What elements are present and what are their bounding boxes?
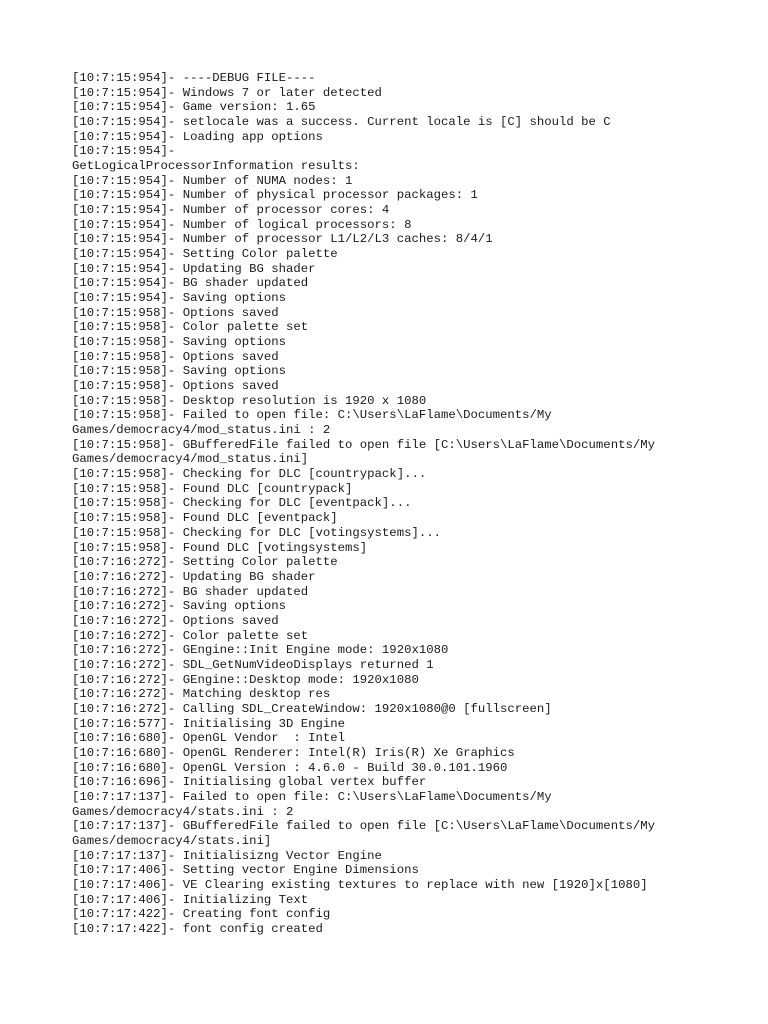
- log-line: [10:7:16:272]- Options saved: [72, 613, 279, 628]
- log-line: [10:7:15:958]- Options saved: [72, 349, 279, 364]
- log-line: [10:7:15:954]- Windows 7 or later detected: [72, 85, 382, 100]
- log-line: [10:7:16:272]- Setting Color palette: [72, 555, 338, 570]
- log-line: [10:7:16:680]- OpenGL Vendor : Intel: [72, 731, 346, 746]
- log-line: [10:7:17:137]- Failed to open file: C:\Users\LaFlame\Documents/My: [72, 789, 552, 804]
- log-line: [10:7:15:954]- Number of NUMA nodes: 1: [72, 173, 353, 188]
- log-line: [10:7:17:137]- GBufferedFile failed to open file [C:\Users\LaFlame\Documents/My: [72, 819, 655, 834]
- log-line: [10:7:15:958]- Saving options: [72, 364, 287, 379]
- log-line: [10:7:15:954]- Setting Color palette: [72, 247, 338, 262]
- log-line: [10:7:16:272]- BG shader updated: [72, 584, 309, 599]
- log-line: [10:7:17:422]- font config created: [72, 921, 323, 936]
- log-line: Games/democracy4/mod_status.ini]: [72, 452, 309, 467]
- log-line: [10:7:16:272]- GEngine::Init Engine mode: 1920x1080: [72, 643, 449, 658]
- log-line: [10:7:16:272]- Updating BG shader: [72, 569, 316, 584]
- log-line: [10:7:15:954]- Number of logical processors: 8: [72, 217, 412, 232]
- log-line: [10:7:15:958]- Checking for DLC [countrypack]...: [72, 467, 427, 482]
- log-line: GetLogicalProcessorInformation results:: [72, 159, 360, 174]
- log-line: [10:7:15:958]- Failed to open file: C:\Users\LaFlame\Documents/My: [72, 408, 552, 423]
- log-line: [10:7:16:696]- Initialising global vertex buffer: [72, 775, 427, 790]
- log-line: Games/democracy4/stats.ini : 2: [72, 804, 294, 819]
- log-line: [10:7:16:272]- Matching desktop res: [72, 687, 331, 702]
- log-line: [10:7:15:954]- Saving options: [72, 291, 287, 306]
- log-line: [10:7:15:954]- BG shader updated: [72, 276, 309, 291]
- log-line: [10:7:16:680]- OpenGL Version : 4.6.0 - Build 30.0.101.1960: [72, 760, 508, 775]
- log-line: [10:7:16:272]- GEngine::Desktop mode: 1920x1080: [72, 672, 419, 687]
- log-line: [10:7:16:577]- Initialising 3D Engine: [72, 716, 346, 731]
- log-line: [10:7:15:958]- Found DLC [eventpack]: [72, 511, 338, 526]
- log-line: [10:7:15:958]- Found DLC [countrypack]: [72, 481, 353, 496]
- log-line: [10:7:15:958]- Desktop resolution is 1920 x 1080: [72, 393, 427, 408]
- log-line: [10:7:15:954]- Number of processor L1/L2/L3 caches: 8/4/1: [72, 232, 493, 247]
- log-line: [10:7:16:272]- SDL_GetNumVideoDisplays returned 1: [72, 657, 434, 672]
- log-line: [10:7:15:958]- Found DLC [votingsystems]: [72, 540, 368, 555]
- log-line: [10:7:16:680]- OpenGL Renderer: Intel(R) Iris(R) Xe Graphics: [72, 745, 515, 760]
- log-line: [10:7:16:272]- Saving options: [72, 599, 287, 614]
- log-line: [10:7:15:958]- Options saved: [72, 379, 279, 394]
- log-line: [10:7:15:954]-: [72, 144, 176, 159]
- log-line: Games/democracy4/stats.ini]: [72, 833, 272, 848]
- log-line: Games/democracy4/mod_status.ini : 2: [72, 423, 331, 438]
- debug-log: [72, 71, 712, 937]
- log-line: [10:7:15:958]- Color palette set: [72, 320, 309, 335]
- log-line: [10:7:15:958]- Checking for DLC [eventpack]...: [72, 496, 412, 511]
- log-line: [10:7:16:272]- Calling SDL_CreateWindow: 1920x1080@0 [fullscreen]: [72, 701, 552, 716]
- log-line: [10:7:15:954]- Updating BG shader: [72, 261, 316, 276]
- log-line: [10:7:15:954]- ----DEBUG FILE----: [72, 71, 316, 85]
- log-line: [10:7:15:954]- setlocale was a success. Current locale is [C] should be C: [72, 115, 611, 130]
- log-line: [10:7:15:954]- Number of processor cores: 4: [72, 203, 390, 218]
- log-line: [10:7:17:137]- Initialisizng Vector Engine: [72, 848, 382, 863]
- log-line: [10:7:17:406]- Setting vector Engine Dimensions: [72, 863, 419, 878]
- log-line: [10:7:15:958]- Checking for DLC [votingsystems]...: [72, 525, 441, 540]
- log-line: [10:7:15:954]- Game version: 1.65: [72, 100, 316, 115]
- log-line: [10:7:15:958]- Options saved: [72, 305, 279, 320]
- log-line: [10:7:15:954]- Loading app options: [72, 129, 323, 144]
- log-line: [10:7:15:958]- GBufferedFile failed to open file [C:\Users\LaFlame\Documents/My: [72, 437, 655, 452]
- log-line: [10:7:17:422]- Creating font config: [72, 907, 331, 922]
- log-line: [10:7:15:958]- Saving options: [72, 335, 287, 350]
- log-line: [10:7:15:954]- Number of physical processor packages: 1: [72, 188, 478, 203]
- log-line: [10:7:17:406]- VE Clearing existing textures to replace with new [1920]x[1080]: [72, 877, 648, 892]
- log-line: [10:7:17:406]- Initializing Text: [72, 892, 309, 907]
- log-line: [10:7:16:272]- Color palette set: [72, 628, 309, 643]
